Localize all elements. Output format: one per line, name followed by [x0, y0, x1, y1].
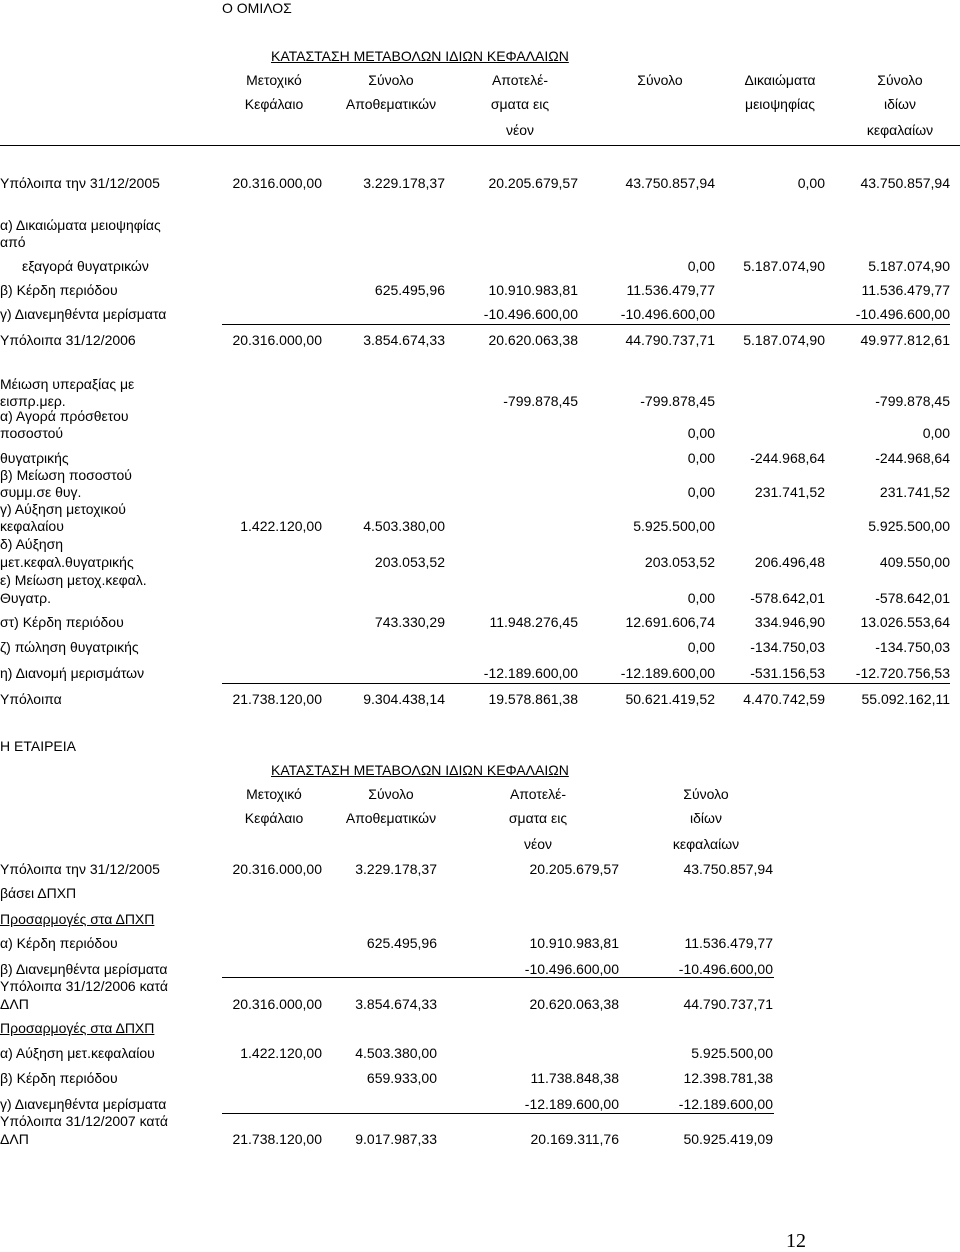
group-row-label: μετ.κεφαλ.θυγατρικής [0, 554, 134, 570]
group-cell: 0,00 [922, 425, 950, 441]
group-cell: 5.187.074,90 [743, 332, 825, 348]
group-cell: 55.092.162,11 [861, 691, 950, 707]
group-subtotal-rule [222, 324, 950, 325]
group-col-retained-l1: Αποτελέ- [491, 72, 549, 88]
group-cell: -10.496.600,00 [620, 306, 715, 322]
group-cell: 231.741,52 [754, 484, 825, 500]
group-row-label: Μέιωση υπεραξίας με [0, 376, 135, 392]
group-cell: 20.316.000,00 [232, 332, 322, 348]
group-cell: -531.156,53 [750, 665, 825, 681]
company-row-label: β) Διανεμηθέντα μερίσματα [0, 961, 168, 977]
group-cell: 203.053,52 [644, 554, 715, 570]
group-cell: 20.316.000,00 [232, 175, 322, 191]
company-row-label: ΔΛΠ [0, 996, 29, 1012]
company-col-equity-l3: κεφαλαίων [672, 836, 740, 852]
group-row-label: στ) Κέρδη περιόδου [0, 614, 124, 630]
company-cell: 659.933,00 [366, 1070, 437, 1086]
company-cell: 3.854.674,33 [355, 996, 437, 1012]
company-cell: -10.496.600,00 [678, 961, 773, 977]
group-cell: 625.495,96 [374, 282, 445, 298]
company-row-label: ΔΛΠ [0, 1131, 29, 1147]
company-row-label: α) Αύξηση μετ.κεφαλαίου [0, 1045, 155, 1061]
group-cell: -244.968,64 [750, 450, 825, 466]
group-cell: -12.720.756,53 [855, 665, 950, 681]
group-cell: 10.910.983,81 [488, 282, 578, 298]
group-row-label: ζ) πώληση θυγατρικής [0, 639, 139, 655]
group-row-label: εξαγορά θυγατρικών [22, 258, 149, 274]
group-cell: -10.496.600,00 [855, 306, 950, 322]
company-col-retained-l3: νέον [523, 836, 553, 852]
company-cell: 20.620.063,38 [529, 996, 619, 1012]
group-cell: 743.330,29 [374, 614, 445, 630]
group-row-label: γ) Διανεμηθέντα μερίσματα [0, 306, 167, 322]
group-cell: 12.691.606,74 [625, 614, 715, 630]
company-cell: 20.205.679,57 [529, 861, 619, 877]
group-cell: 19.578.861,38 [488, 691, 578, 707]
group-row-label: α) Δικαιώματα μειοψηφίας [0, 217, 161, 233]
group-col-retained-l2: σματα εις [490, 96, 550, 112]
company-cell: -12.189.600,00 [524, 1096, 619, 1112]
group-cell: 13.026.553,64 [860, 614, 950, 630]
company-cell: 12.398.781,38 [683, 1070, 773, 1086]
group-cell: 1.422.120,00 [240, 518, 322, 534]
group-cell: 11.536.479,77 [861, 282, 950, 298]
group-header-rule [0, 145, 960, 146]
company-cell: 11.536.479,77 [684, 935, 773, 951]
company-row-label: α) Κέρδη περιόδου [0, 935, 118, 951]
group-row-label: Υπόλοιπα 31/12/2006 [0, 332, 136, 348]
company-row-label: Υπόλοιπα 31/12/2007 κατά [0, 1113, 168, 1129]
company-table-title: ΚΑΤΑΣΤΑΣΗ ΜΕΤΑΒΟΛΩΝ ΙΔΙΩΝ ΚΕΦΑΛΑΙΩΝ [271, 762, 569, 778]
group-cell: 0,00 [687, 590, 715, 606]
group-heading: Ο ΟΜΙΛΟΣ [222, 0, 292, 16]
company-col-reserves-l1: Σύνολο [368, 786, 414, 802]
group-row-label: εισπρ.μερ. [0, 393, 66, 409]
group-cell: -578.642,01 [875, 590, 950, 606]
company-cell: -10.496.600,00 [524, 961, 619, 977]
group-row-label: β) Κέρδη περιόδου [0, 282, 118, 298]
group-cell: -12.189.600,00 [483, 665, 578, 681]
company-cell: -12.189.600,00 [678, 1096, 773, 1112]
group-row-label: συμμ.σε θυγ. [0, 484, 82, 500]
group-cell: 43.750.857,94 [860, 175, 950, 191]
group-row-label: γ) Αύξηση μετοχικού [0, 501, 126, 517]
group-cell: 43.750.857,94 [625, 175, 715, 191]
group-total-rule [222, 683, 950, 684]
company-row-label: Υπόλοιπα την 31/12/2005 [0, 861, 160, 877]
company-cell: 4.503.380,00 [355, 1045, 437, 1061]
group-row-label: Υπόλοιπα την 31/12/2005 [0, 175, 160, 191]
group-row-label: κεφαλαίου [0, 518, 64, 534]
group-cell: 44.790.737,71 [625, 332, 715, 348]
company-row-label: Προσαρμογές στα ΔΠΧΠ [0, 911, 155, 927]
group-table-title: ΚΑΤΑΣΤΑΣΗ ΜΕΤΑΒΟΛΩΝ ΙΔΙΩΝ ΚΕΦΑΛΑΙΩΝ [271, 48, 569, 64]
group-cell: 21.738.120,00 [232, 691, 322, 707]
company-cell: 20.316.000,00 [232, 996, 322, 1012]
company-row-label: γ) Διανεμηθέντα μερίσματα [0, 1096, 167, 1112]
group-cell: 0,00 [687, 258, 715, 274]
group-cell: 11.948.276,45 [489, 614, 578, 630]
company-col-equity-l1: Σύνολο [683, 786, 729, 802]
company-col-equity-l2: ιδίων [690, 810, 722, 826]
company-cell: 20.316.000,00 [232, 861, 322, 877]
group-cell: 0,00 [797, 175, 825, 191]
group-col-retained-l3: νέον [505, 122, 535, 138]
group-cell: 5.187.074,90 [743, 258, 825, 274]
company-row-label: βάσει ΔΠΧΠ [0, 885, 77, 901]
group-col-total-l1: Σύνολο [637, 72, 683, 88]
company-cell: 10.910.983,81 [529, 935, 619, 951]
group-cell: 11.536.479,77 [626, 282, 715, 298]
company-cell: 5.925.500,00 [691, 1045, 773, 1061]
group-cell: 334.946,90 [754, 614, 825, 630]
group-cell: 5.925.500,00 [633, 518, 715, 534]
group-row-label: α) Αγορά πρόσθετου [0, 408, 129, 424]
group-cell: 409.550,00 [879, 554, 950, 570]
company-row-label: β) Κέρδη περιόδου [0, 1070, 118, 1086]
company-cell: 9.017.987,33 [355, 1131, 437, 1147]
group-row-label: από [0, 234, 26, 250]
group-cell: -244.968,64 [875, 450, 950, 466]
group-row-label: β) Μείωση ποσοστού [0, 467, 132, 483]
group-cell: 5.925.500,00 [868, 518, 950, 534]
company-cell: 44.790.737,71 [683, 996, 773, 1012]
group-cell: -10.496.600,00 [483, 306, 578, 322]
company-cell: 20.169.311,76 [530, 1131, 619, 1147]
group-row-label: ε) Μείωση μετοχ.κεφαλ. [0, 572, 147, 588]
group-cell: 50.621.419,52 [625, 691, 715, 707]
company-row-label: Προσαρμογές στα ΔΠΧΠ [0, 1020, 155, 1036]
group-row-label: δ) Αύξηση [0, 536, 64, 552]
company-cell: 43.750.857,94 [683, 861, 773, 877]
company-col-share-capital-l2: Κεφάλαιο [244, 810, 304, 826]
group-cell: 0,00 [687, 425, 715, 441]
group-cell: 49.977.812,61 [860, 332, 950, 348]
company-col-share-capital-l1: Μετοχικό [246, 786, 302, 802]
company-col-retained-l1: Αποτελέ- [509, 786, 567, 802]
group-cell: 203.053,52 [374, 554, 445, 570]
group-cell: 0,00 [687, 639, 715, 655]
group-row-label: η) Διανομή μερισμάτων [0, 665, 145, 681]
group-cell: 206.496,48 [754, 554, 825, 570]
company-col-reserves-l2: Αποθεματικών [345, 810, 437, 826]
page-number: 12 [786, 1230, 806, 1252]
company-cell: 50.925.419,09 [683, 1131, 773, 1147]
group-cell: -578.642,01 [750, 590, 825, 606]
group-row-label: Θυγατρ. [0, 590, 52, 606]
group-cell: 0,00 [687, 484, 715, 500]
group-cell: 20.205.679,57 [488, 175, 578, 191]
group-cell: -799.878,45 [503, 393, 578, 409]
company-total-rule [222, 1113, 774, 1114]
group-cell: 3.229.178,37 [363, 175, 445, 191]
group-row-label: ποσοστού [0, 425, 64, 441]
group-cell: 4.470.742,59 [743, 691, 825, 707]
company-cell: 11.738.848,38 [530, 1070, 619, 1086]
group-col-reserves-l2: Αποθεματικών [345, 96, 437, 112]
group-cell: 4.503.380,00 [363, 518, 445, 534]
company-cell: 3.229.178,37 [355, 861, 437, 877]
group-cell: -12.189.600,00 [620, 665, 715, 681]
company-cell: 625.495,96 [366, 935, 437, 951]
company-cell: 1.422.120,00 [240, 1045, 322, 1061]
group-cell: 5.187.074,90 [868, 258, 950, 274]
group-cell: -134.750,03 [875, 639, 950, 655]
company-heading: Η ΕΤΑΙΡΕΙΑ [0, 738, 76, 754]
group-col-reserves-l1: Σύνολο [368, 72, 414, 88]
group-col-minority-l2: μειοψηφίας [745, 96, 815, 112]
company-cell: 21.738.120,00 [232, 1131, 322, 1147]
group-cell: -799.878,45 [875, 393, 950, 409]
group-col-equity-l3: κεφαλαίων [866, 122, 934, 138]
company-row-label: Υπόλοιπα 31/12/2006 κατά [0, 978, 168, 994]
group-row-label: θυγατρικής [0, 450, 69, 466]
group-cell: 9.304.438,14 [363, 691, 445, 707]
group-col-minority-l1: Δικαιώματα [744, 72, 816, 88]
group-cell: 3.854.674,33 [363, 332, 445, 348]
group-cell: -134.750,03 [750, 639, 825, 655]
group-cell: -799.878,45 [640, 393, 715, 409]
group-cell: 0,00 [687, 450, 715, 466]
group-col-equity-l2: ιδίων [884, 96, 916, 112]
group-row-label: Υπόλοιπα [0, 691, 62, 707]
company-col-retained-l2: σματα εις [508, 810, 568, 826]
group-cell: 231.741,52 [879, 484, 950, 500]
group-col-share-capital-l1: Μετοχικό [246, 72, 302, 88]
group-cell: 20.620.063,38 [488, 332, 578, 348]
group-col-share-capital-l2: Κεφάλαιο [244, 96, 304, 112]
group-col-equity-l1: Σύνολο [877, 72, 923, 88]
company-subtotal-rule [222, 977, 774, 978]
